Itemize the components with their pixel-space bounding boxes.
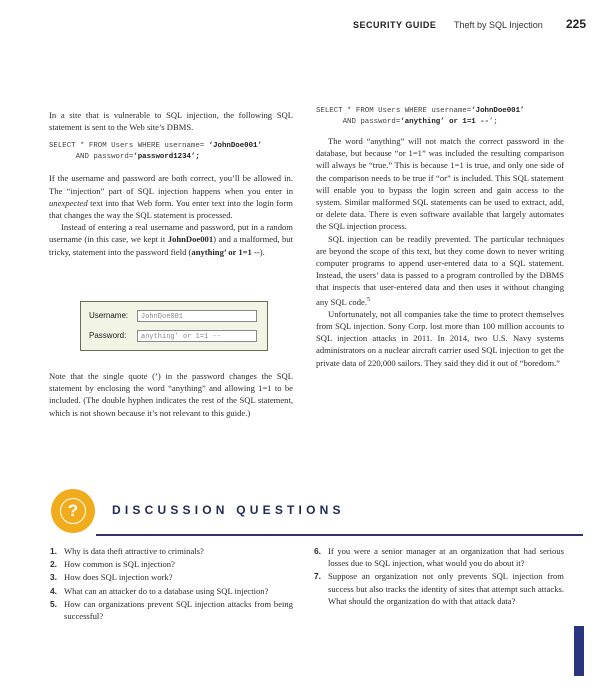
discussion-question bbox=[50, 545, 293, 557]
question-text: How common is SQL injection? bbox=[64, 559, 175, 570]
question-text: If you were a senior manager at an organization that had serious losses due to SQL injection, what would you do about it? bbox=[328, 546, 564, 569]
discussion-question bbox=[50, 598, 293, 622]
section-label: SECURITY GUIDE bbox=[353, 20, 437, 30]
right-column bbox=[316, 106, 564, 369]
body-paragraph-2: Instead of entering a real username and password, put in a random username (in this case, we kept it JohnDoe001) and a malformed, but tricky, statement into the password field (anything’ or 1=1 --). bbox=[49, 222, 293, 257]
footnote-marker: 5 bbox=[367, 296, 370, 303]
discussion-question bbox=[314, 545, 564, 569]
page-number: 225 bbox=[566, 17, 587, 31]
discussion-question bbox=[50, 558, 293, 570]
code-block-2: SELECT * FROM Users WHERE username=‘JohnDoe001’ AND password=‘anything’ or 1=1 --’; bbox=[316, 107, 525, 126]
discussion-question bbox=[314, 570, 564, 607]
right-paragraph-3: Unfortunately, not all companies take the time to protect themselves from SQL injection. Sony Corp. lost more than 100 million accounts to SQL injection attacks in 2011. In 2014, two U.S. Navy systems administrators on a nuclear aircraft carrier used SQL injection to get the private data of 220,000 sailors. They said they did it out of “boredom.” bbox=[316, 308, 564, 368]
question-text: Why is data theft attractive to criminals? bbox=[64, 546, 204, 556]
code1-prefix2: AND password= bbox=[75, 153, 134, 162]
discussion-question bbox=[50, 585, 293, 597]
body-paragraph-1: If the username and password are both correct, you’ll be allowed in. The “injection” part of SQL injection happens when you enter in unexpected text into that Web form. You enter text into the login form that changes the way the SQL statement is processed. bbox=[49, 173, 293, 221]
right-paragraph-1: The word “anything” will not match the correct password in the database, but because “or 1=1” was included the resulting comparison will always be “true.” This is because 1=1 is true, and only one side of the comparison needs to be true if “or” is included. This SQL statement will enable you to bypass the login screen and gain access to the system. Similar malformed SQL statements can be used to extract, add, or delete data. There is even software available that largely automates the SQL injection process. bbox=[316, 136, 564, 232]
running-title: Theft by SQL Injection bbox=[454, 20, 543, 30]
question-number: 4. bbox=[50, 585, 57, 596]
code1-prefix: SELECT * FROM Users WHERE username= bbox=[49, 142, 209, 151]
left-column bbox=[49, 109, 293, 258]
code1-value2: ‘password1234’; bbox=[133, 153, 200, 162]
questions-right bbox=[314, 545, 564, 608]
username-label: Username: bbox=[89, 311, 129, 320]
discussion-title: DISCUSSION QUESTIONS bbox=[112, 503, 345, 517]
question-number: 3. bbox=[50, 572, 57, 583]
login-form-illustration bbox=[80, 301, 268, 351]
question-number: 1. bbox=[50, 546, 57, 556]
password-label: Password: bbox=[89, 331, 127, 340]
right-paragraph-2: SQL injection can be readily prevented. The particular techniques are beyond the scope of this text, but they come down to never writing computer programs to append user-entered data to a SQL statement. Instead, the users’ data is passed to a program controlled by the DBMS that inspects that user-entered data and then uses it without changing any SQL code.$^5$ bbox=[316, 233, 564, 307]
code-block-1 bbox=[49, 141, 293, 163]
code1-value: ‘JohnDoe001’ bbox=[208, 142, 262, 151]
question-number: 6. bbox=[314, 546, 321, 556]
question-number: 7. bbox=[314, 571, 321, 582]
intro-paragraph: In a site that is vulnerable to SQL injection, the following SQL statement is sent to the Web site’s DBMS. bbox=[49, 110, 293, 133]
question-text: How does SQL injection work? bbox=[64, 572, 173, 583]
page-corner-bar bbox=[574, 626, 584, 676]
question-number: 5. bbox=[50, 598, 57, 609]
question-number: 2. bbox=[50, 559, 57, 570]
question-badge bbox=[51, 489, 95, 533]
username-field: JohnDoe001 bbox=[137, 310, 257, 322]
discussion-question bbox=[50, 571, 293, 583]
questions-left bbox=[50, 545, 293, 623]
question-mark-icon: ? bbox=[60, 498, 86, 524]
question-text: What can an attacker do to a database using SQL injection? bbox=[64, 585, 269, 596]
question-text: Suppose an organization not only prevents SQL injection from success but also tracks the identity of sites that attempt such attacks. What should the organization do with that attack data? bbox=[328, 571, 564, 606]
password-field: anything’ or 1=1 -- bbox=[137, 330, 257, 342]
question-text: How can organizations prevent SQL injection attacks from being successful? bbox=[64, 598, 293, 622]
discussion-rule bbox=[96, 534, 583, 536]
note-paragraph: Note that the single quote (’) in the password changes the SQL statement by enclosing the word “anything” and allowing 1=1 to be included. (The double hyphen indicates the rest of the SQL statement, which is not shown because it’s not relevant to this guide.) bbox=[49, 371, 293, 418]
